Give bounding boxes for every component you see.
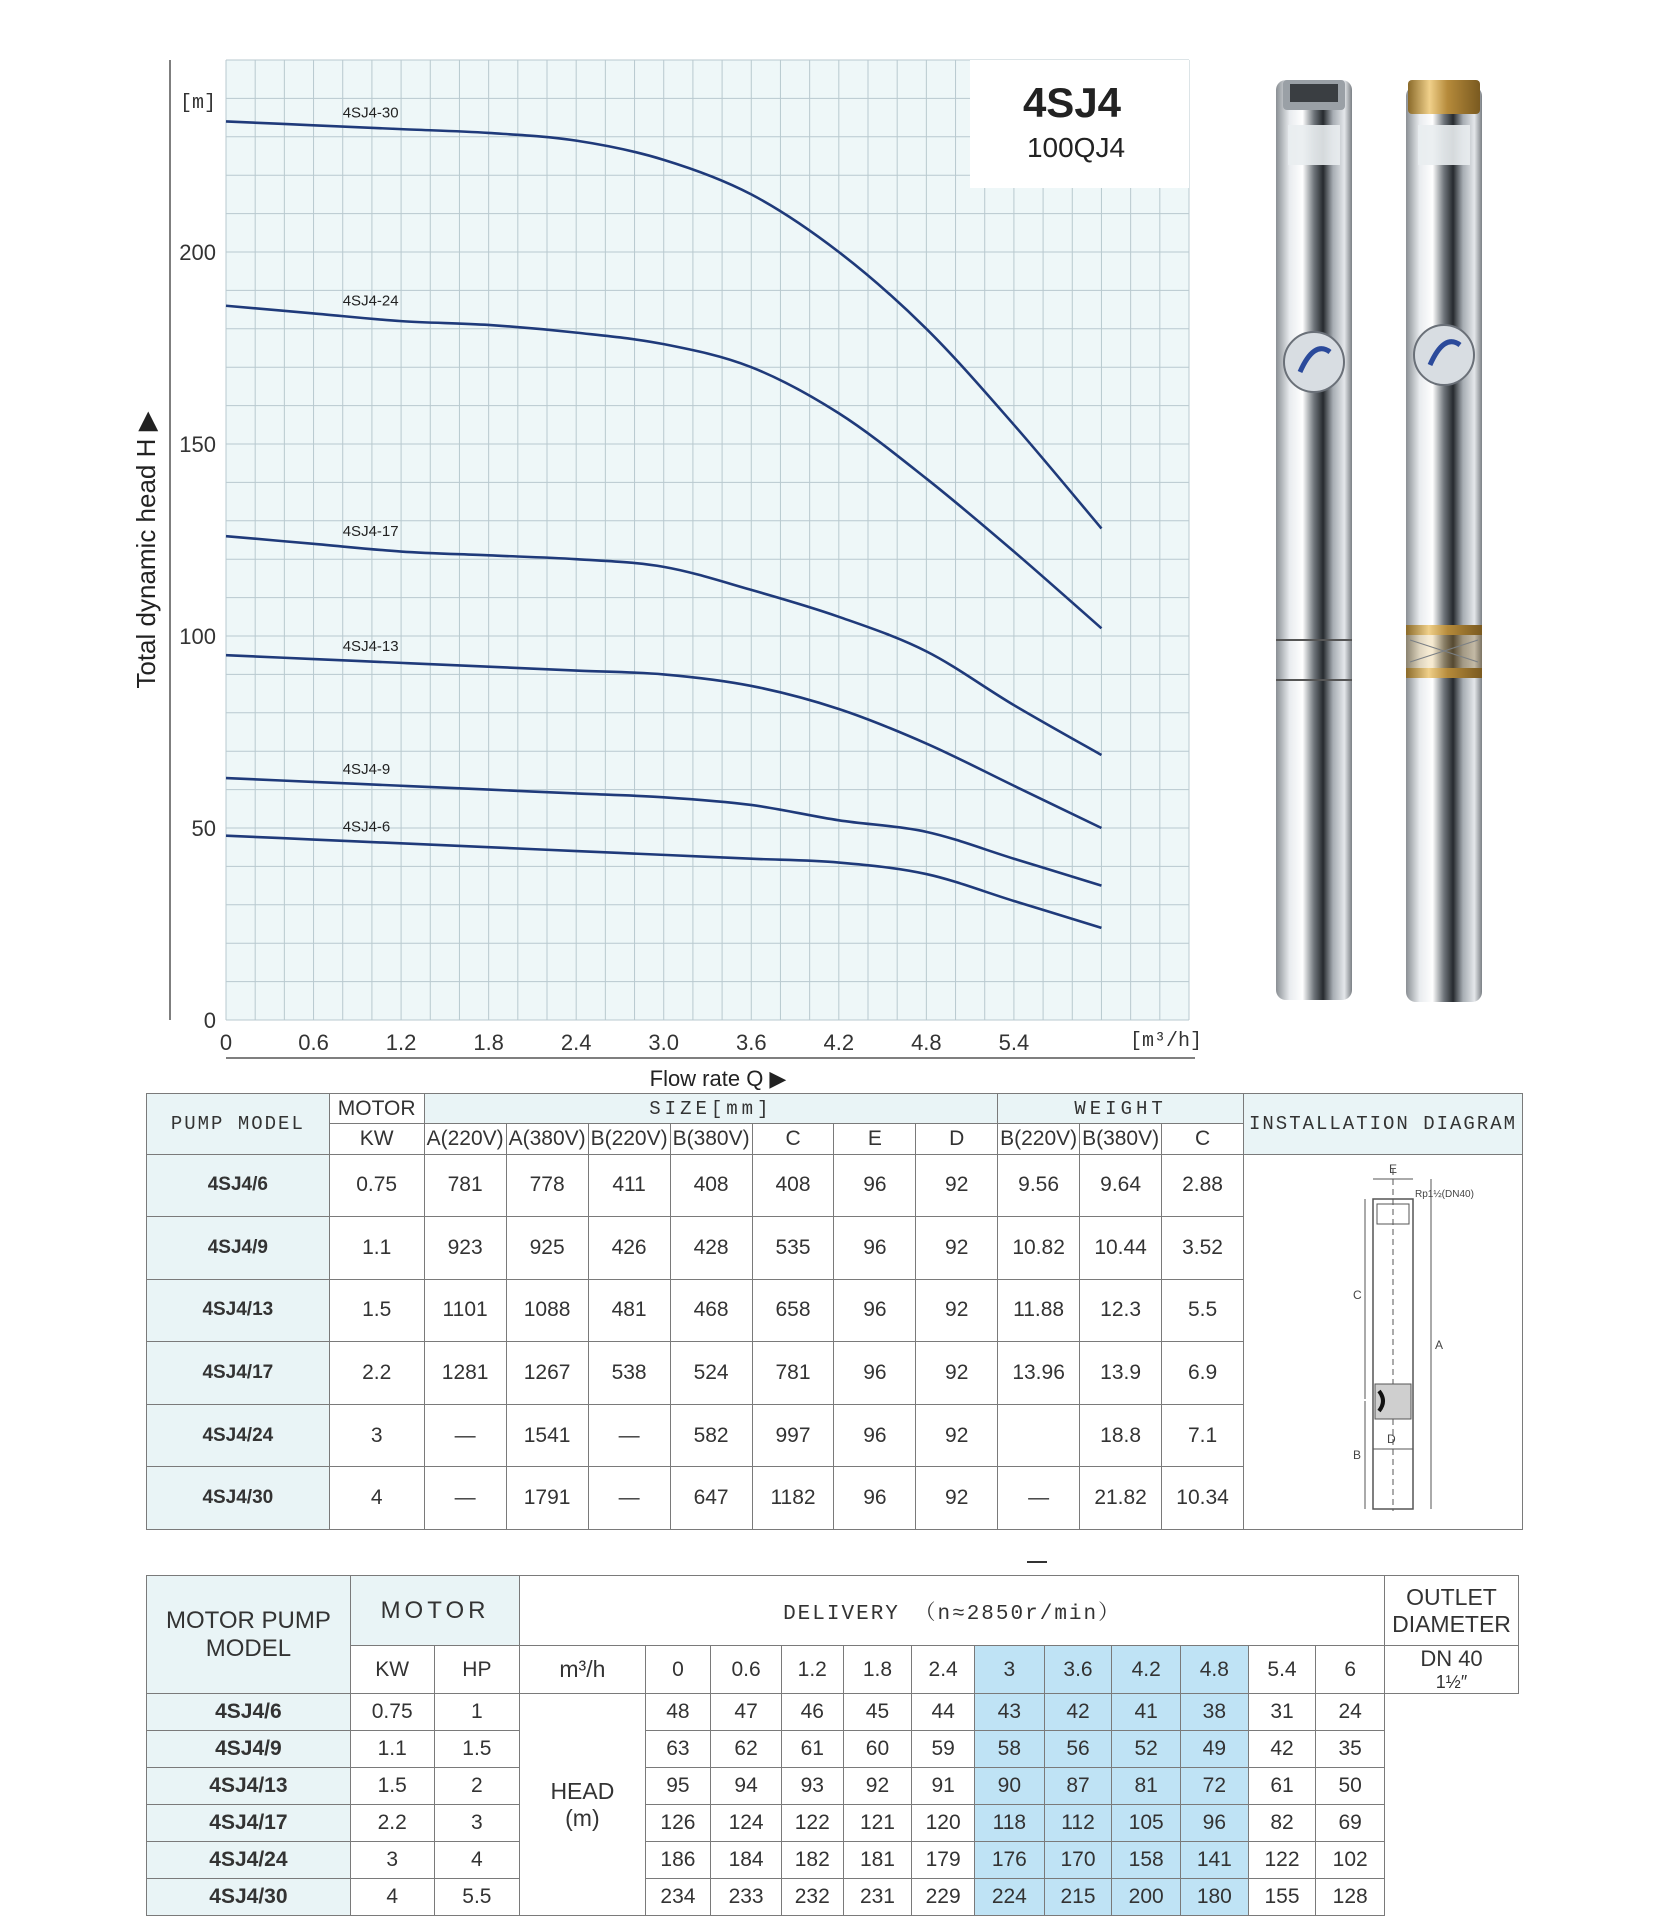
value-cell: 781 <box>424 1154 506 1217</box>
column-header: D <box>916 1124 998 1154</box>
value-cell: 92 <box>916 1404 998 1467</box>
value-cell: 1541 <box>506 1404 588 1467</box>
head-value-cell: 58 <box>975 1731 1045 1768</box>
head-value-cell: 47 <box>711 1694 782 1731</box>
head-value-cell: 112 <box>1044 1805 1112 1842</box>
outlet-value: DN 40 <box>1420 1646 1483 1671</box>
value-cell: 524 <box>670 1342 752 1405</box>
head-value-cell: 182 <box>781 1842 843 1879</box>
value-cell: 3.52 <box>1162 1217 1244 1280</box>
head-value-cell: 63 <box>645 1731 711 1768</box>
value-cell: — <box>424 1404 506 1467</box>
value-cell: 96 <box>834 1467 916 1530</box>
value-cell: 13.9 <box>1080 1342 1162 1405</box>
performance-table <box>146 1575 1519 1916</box>
value-cell: — <box>424 1467 506 1530</box>
table-row <box>147 1154 1523 1217</box>
head-value-cell: 121 <box>843 1805 912 1842</box>
value-cell: 5.5 <box>1162 1279 1244 1342</box>
head-value-cell: 93 <box>781 1768 843 1805</box>
kw-cell: 0.75 <box>350 1694 434 1731</box>
kw-cell: 4 <box>350 1879 434 1916</box>
head-value-cell: 118 <box>975 1805 1045 1842</box>
value-cell: 92 <box>916 1217 998 1280</box>
series-label: 4SJ4-17 <box>342 522 399 540</box>
head-value-cell: 94 <box>711 1768 782 1805</box>
flow-header: 2.4 <box>912 1646 975 1694</box>
value-cell: 468 <box>670 1279 752 1342</box>
value-cell: 426 <box>588 1217 670 1280</box>
head-value-cell: 229 <box>912 1879 975 1916</box>
table-row <box>147 1768 1519 1805</box>
value-cell: 96 <box>834 1279 916 1342</box>
header-kw: KW <box>329 1124 424 1154</box>
y-tick-label: 100 <box>179 624 216 649</box>
x-tick-label: 1.8 <box>473 1030 504 1055</box>
head-value-cell: 48 <box>645 1694 711 1731</box>
flow-header: 0 <box>645 1646 711 1694</box>
value-cell: 0.75 <box>329 1154 424 1217</box>
head-value-cell: 52 <box>1112 1731 1181 1768</box>
model-cell: 4SJ4/9 <box>147 1217 330 1280</box>
head-value-cell: 60 <box>843 1731 912 1768</box>
outlet-inch: 1½″ <box>1435 1672 1468 1692</box>
head-value-cell: 233 <box>711 1879 782 1916</box>
value-cell: 481 <box>588 1279 670 1342</box>
head-value-cell: 128 <box>1316 1879 1385 1916</box>
x-tick-label: 1.2 <box>385 1030 417 1055</box>
value-cell: 2.2 <box>329 1342 424 1405</box>
y-tick-label: 0 <box>203 1008 216 1033</box>
value-cell: 411 <box>588 1154 670 1217</box>
head-value-cell: 224 <box>975 1879 1045 1916</box>
kw-cell: 3 <box>350 1842 434 1879</box>
header-size: SIZE[mm] <box>424 1094 997 1124</box>
hp-cell: 1 <box>434 1694 520 1731</box>
x-tick-label: 4.8 <box>911 1030 942 1055</box>
head-value-cell: 31 <box>1248 1694 1316 1731</box>
value-cell: 9.64 <box>1080 1154 1162 1217</box>
hp-cell: 4 <box>434 1842 520 1879</box>
head-value-cell: 61 <box>1248 1768 1316 1805</box>
column-header: B(220V) <box>588 1124 670 1154</box>
head-value-cell: 184 <box>711 1842 782 1879</box>
head-label: HEAD <box>550 1777 615 1804</box>
column-header: B(220V) <box>998 1124 1080 1154</box>
kw-cell: 1.1 <box>350 1731 434 1768</box>
model-cell: 4SJ4/13 <box>147 1279 330 1342</box>
model-cell: 4SJ4/30 <box>147 1467 330 1530</box>
value-cell: 92 <box>916 1467 998 1530</box>
head-value-cell: 24 <box>1316 1694 1385 1731</box>
chart-subtitle: 100QJ4 <box>1026 132 1126 163</box>
head-value-cell: 91 <box>912 1768 975 1805</box>
x-unit: [m³/h] <box>1130 1030 1203 1053</box>
installation-diagram <box>1263 1159 1503 1519</box>
head-value-cell: 215 <box>1044 1879 1112 1916</box>
column-header: C <box>752 1124 834 1154</box>
value-cell: 92 <box>916 1279 998 1342</box>
pump-photo-brass-top <box>1406 80 1482 1002</box>
y-tick-label: 150 <box>179 432 216 457</box>
flow-header: 1.2 <box>781 1646 843 1694</box>
value-cell: 997 <box>752 1404 834 1467</box>
x-tick-label: 3.6 <box>735 1030 767 1055</box>
diagram-label-rp: Rp1½(DN40) <box>1415 1188 1474 1200</box>
header-motor: MOTOR <box>329 1094 424 1124</box>
value-cell: 10.44 <box>1080 1217 1162 1280</box>
head-unit: (m) <box>565 1804 600 1831</box>
table-row <box>147 1731 1519 1768</box>
value-cell: 1.5 <box>329 1279 424 1342</box>
value-cell: 923 <box>424 1217 506 1280</box>
model-cell: 4SJ4/24 <box>147 1404 330 1467</box>
kw-cell: 2.2 <box>350 1805 434 1842</box>
head-value-cell: 45 <box>843 1694 912 1731</box>
head-value-cell: 126 <box>645 1805 711 1842</box>
head-value-cell: 41 <box>1112 1694 1181 1731</box>
diagram-label-a: A <box>1435 1337 1444 1352</box>
head-value-cell: 124 <box>711 1805 782 1842</box>
head-value-cell: 42 <box>1248 1731 1316 1768</box>
header-motor-pump-model: MOTOR PUMP MODEL <box>147 1576 351 1694</box>
value-cell <box>998 1404 1080 1467</box>
header-pump-model: PUMP MODEL <box>147 1094 330 1155</box>
flow-header: 4.8 <box>1181 1646 1249 1694</box>
table-row <box>147 1879 1519 1916</box>
value-cell: 925 <box>506 1217 588 1280</box>
model-cell: 4SJ4/6 <box>147 1694 351 1731</box>
value-cell: 9.56 <box>998 1154 1080 1217</box>
column-header: B(380V) <box>1080 1124 1162 1154</box>
table-row <box>147 1694 1519 1731</box>
model-cell: 4SJ4/24 <box>147 1842 351 1879</box>
value-cell: 10.34 <box>1162 1467 1244 1530</box>
head-value-cell: 158 <box>1112 1842 1181 1879</box>
x-tick-label: 4.2 <box>823 1030 855 1055</box>
value-cell: 1101 <box>424 1279 506 1342</box>
series-label: 4SJ4-6 <box>342 818 391 836</box>
header-kw: KW <box>350 1646 434 1694</box>
value-cell: 1281 <box>424 1342 506 1405</box>
header-motor-group: MOTOR <box>350 1576 519 1646</box>
series-label: 4SJ4-24 <box>342 292 399 310</box>
head-value-cell: 72 <box>1181 1768 1249 1805</box>
header-outlet-diameter: OUTLET DIAMETER <box>1385 1576 1519 1646</box>
chart-title: 4SJ4 <box>1022 79 1122 126</box>
header-installation-diagram: INSTALLATION DIAGRAM <box>1244 1094 1523 1155</box>
table-row <box>147 1842 1519 1879</box>
series-label: 4SJ4-30 <box>342 104 399 122</box>
value-cell: 4 <box>329 1467 424 1530</box>
value-cell: 1.1 <box>329 1217 424 1280</box>
value-cell: — <box>588 1467 670 1530</box>
value-cell: 778 <box>506 1154 588 1217</box>
value-cell: 3 <box>329 1404 424 1467</box>
head-value-cell: 43 <box>975 1694 1045 1731</box>
head-value-cell: 120 <box>912 1805 975 1842</box>
head-value-cell: 122 <box>781 1805 843 1842</box>
value-cell: 582 <box>670 1404 752 1467</box>
head-value-cell: 62 <box>711 1731 782 1768</box>
head-value-cell: 59 <box>912 1731 975 1768</box>
head-value-cell: 81 <box>1112 1768 1181 1805</box>
value-cell: 428 <box>670 1217 752 1280</box>
head-value-cell: 176 <box>975 1842 1045 1879</box>
y-axis-title: Total dynamic head H ▶ <box>131 411 161 689</box>
flow-header: 6 <box>1316 1646 1385 1694</box>
x-tick-label: 3.0 <box>648 1030 680 1055</box>
value-cell: 13.96 <box>998 1342 1080 1405</box>
head-value-cell: 141 <box>1181 1842 1249 1879</box>
size-weight-table <box>146 1093 1523 1530</box>
x-axis-title: Flow rate Q ▶ <box>649 1066 787 1090</box>
head-value-cell: 231 <box>843 1879 912 1916</box>
head-value-cell: 87 <box>1044 1768 1112 1805</box>
value-cell: 408 <box>670 1154 752 1217</box>
head-value-cell: 95 <box>645 1768 711 1805</box>
value-cell: 1267 <box>506 1342 588 1405</box>
diagram-label-b: B <box>1353 1447 1362 1462</box>
head-value-cell: 234 <box>645 1879 711 1916</box>
flow-header: 3 <box>975 1646 1045 1694</box>
value-cell: 535 <box>752 1217 834 1280</box>
value-cell: 18.8 <box>1080 1404 1162 1467</box>
column-header: E <box>834 1124 916 1154</box>
model-cell: 4SJ4/13 <box>147 1768 351 1805</box>
hp-cell: 3 <box>434 1805 520 1842</box>
flow-header: 3.6 <box>1044 1646 1112 1694</box>
y-tick-label: 50 <box>191 816 216 841</box>
plot-background <box>226 60 1189 1020</box>
head-value-cell: 35 <box>1316 1731 1385 1768</box>
header-delivery: DELIVERY （n≈2850r/min） <box>520 1576 1385 1646</box>
value-cell: 1182 <box>752 1467 834 1530</box>
head-value-cell: 69 <box>1316 1805 1385 1842</box>
head-value-cell: 232 <box>781 1879 843 1916</box>
x-tick-label: 0 <box>219 1030 233 1055</box>
pump-photo-steel-top <box>1276 80 1352 1000</box>
model-cell: 4SJ4/9 <box>147 1731 351 1768</box>
x-tick-label: 5.4 <box>998 1030 1030 1055</box>
hp-cell: 2 <box>434 1768 520 1805</box>
value-cell: — <box>998 1467 1080 1530</box>
head-value-cell: 90 <box>975 1768 1045 1805</box>
model-cell: 4SJ4/17 <box>147 1805 351 1842</box>
diagram-label-c: C <box>1353 1287 1362 1302</box>
head-value-cell: 92 <box>843 1768 912 1805</box>
y-tick-label: 200 <box>179 240 216 265</box>
installation-diagram-cell <box>1244 1154 1523 1529</box>
head-value-cell: 56 <box>1044 1731 1112 1768</box>
value-cell: 11.88 <box>998 1279 1080 1342</box>
header-hp: HP <box>434 1646 520 1694</box>
value-cell: 408 <box>752 1154 834 1217</box>
flow-header: 0.6 <box>711 1646 782 1694</box>
column-header: A(380V) <box>506 1124 588 1154</box>
x-tick-label: 0.6 <box>298 1030 329 1055</box>
value-cell: 2.88 <box>1162 1154 1244 1217</box>
head-value-cell: 46 <box>781 1694 843 1731</box>
value-cell: — <box>588 1404 670 1467</box>
value-cell: 21.82 <box>1080 1467 1162 1530</box>
table-row <box>147 1805 1519 1842</box>
series-label: 4SJ4-9 <box>342 760 391 778</box>
value-cell: 92 <box>916 1342 998 1405</box>
head-value-cell: 200 <box>1112 1879 1181 1916</box>
column-header: C <box>1162 1124 1244 1154</box>
head-value-cell: 170 <box>1044 1842 1112 1879</box>
value-cell: 781 <box>752 1342 834 1405</box>
model-cell: 4SJ4/6 <box>147 1154 330 1217</box>
head-value-cell: 38 <box>1181 1694 1249 1731</box>
value-cell: 96 <box>834 1404 916 1467</box>
diagram-label-e: E <box>1389 1161 1398 1176</box>
header-weight: WEIGHT <box>998 1094 1244 1124</box>
series-label: 4SJ4-13 <box>342 638 399 656</box>
head-value-cell: 49 <box>1181 1731 1249 1768</box>
value-cell: 647 <box>670 1467 752 1530</box>
section-separator <box>1027 1561 1047 1563</box>
head-value-cell: 61 <box>781 1731 843 1768</box>
value-cell: 96 <box>834 1342 916 1405</box>
column-header: B(380V) <box>670 1124 752 1154</box>
head-value-cell: 82 <box>1248 1805 1316 1842</box>
head-value-cell: 180 <box>1181 1879 1249 1916</box>
y-unit: [m] <box>180 92 217 115</box>
hp-cell: 5.5 <box>434 1879 520 1916</box>
head-value-cell: 179 <box>912 1842 975 1879</box>
head-value-cell: 44 <box>912 1694 975 1731</box>
flow-header: 5.4 <box>1248 1646 1316 1694</box>
header-flow-unit: m³/h <box>520 1646 645 1694</box>
head-value-cell: 181 <box>843 1842 912 1879</box>
value-cell: 1088 <box>506 1279 588 1342</box>
y-tick-labels <box>179 240 216 1033</box>
head-value-cell: 102 <box>1316 1842 1385 1879</box>
value-cell: 92 <box>916 1154 998 1217</box>
model-cell: 4SJ4/17 <box>147 1342 330 1405</box>
value-cell: 10.82 <box>998 1217 1080 1280</box>
kw-cell: 1.5 <box>350 1768 434 1805</box>
head-label-cell <box>520 1694 645 1916</box>
value-cell: 538 <box>588 1342 670 1405</box>
column-header: A(220V) <box>424 1124 506 1154</box>
value-cell: 7.1 <box>1162 1404 1244 1467</box>
head-value-cell: 96 <box>1181 1805 1249 1842</box>
value-cell: 6.9 <box>1162 1342 1244 1405</box>
head-value-cell: 50 <box>1316 1768 1385 1805</box>
x-tick-labels <box>220 1030 1029 1055</box>
value-cell: 12.3 <box>1080 1279 1162 1342</box>
outlet-cell <box>1385 1646 1519 1694</box>
head-value-cell: 186 <box>645 1842 711 1879</box>
head-value-cell: 105 <box>1112 1805 1181 1842</box>
diagram-label-d: D <box>1387 1431 1396 1446</box>
hp-cell: 1.5 <box>434 1731 520 1768</box>
value-cell: 658 <box>752 1279 834 1342</box>
head-value-cell: 122 <box>1248 1842 1316 1879</box>
x-tick-label: 2.4 <box>560 1030 592 1055</box>
flow-header: 4.2 <box>1112 1646 1181 1694</box>
value-cell: 96 <box>834 1154 916 1217</box>
model-cell: 4SJ4/30 <box>147 1879 351 1916</box>
value-cell: 96 <box>834 1217 916 1280</box>
flow-header: 1.8 <box>843 1646 912 1694</box>
value-cell: 1791 <box>506 1467 588 1530</box>
head-value-cell: 155 <box>1248 1879 1316 1916</box>
head-value-cell: 42 <box>1044 1694 1112 1731</box>
